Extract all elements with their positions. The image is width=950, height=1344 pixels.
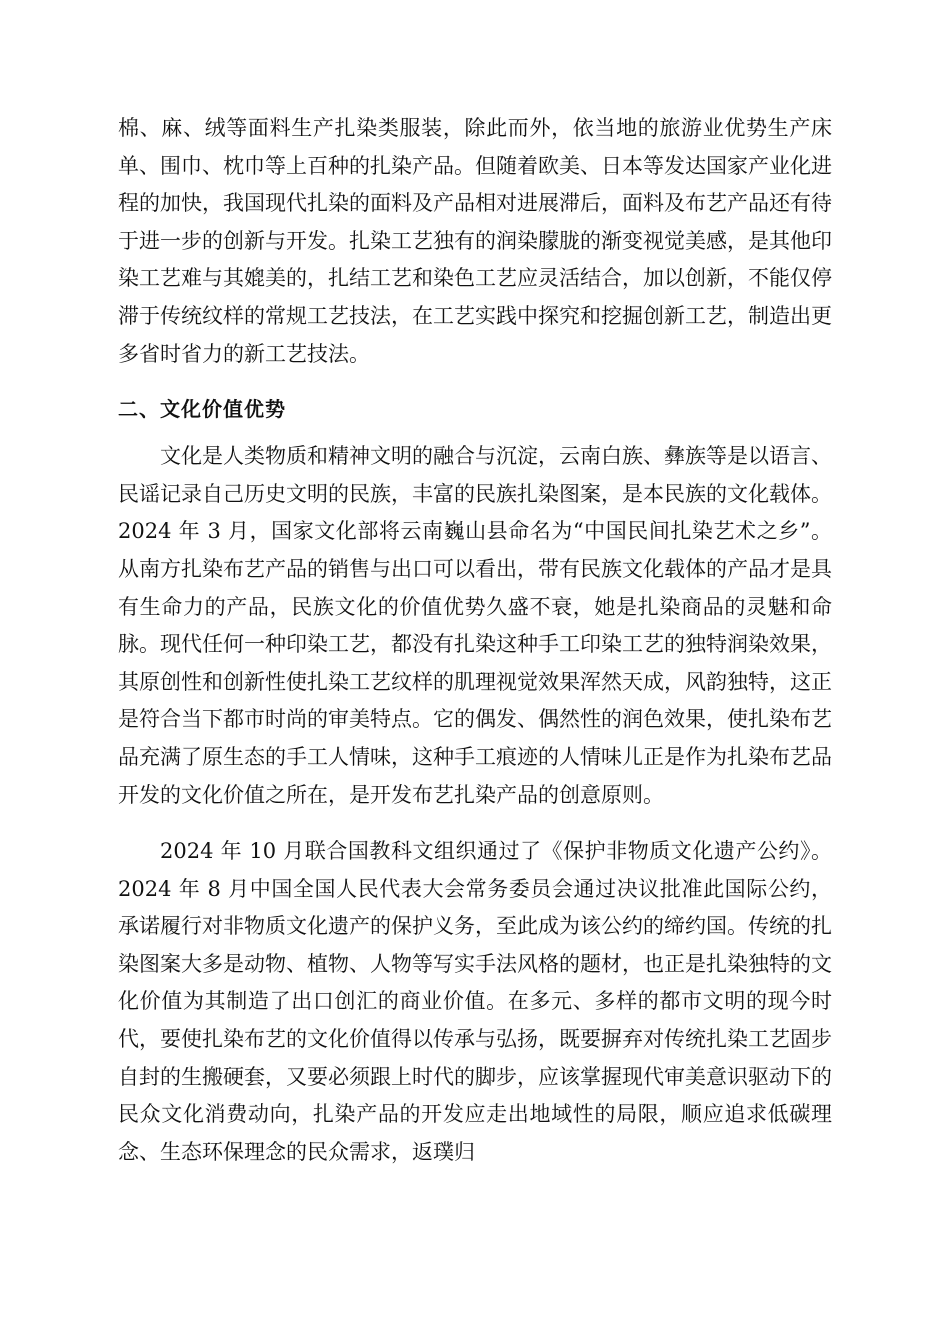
document-body xyxy=(118,110,832,1171)
paragraph-cultural-value: 文化是人类物质和精神文明的融合与沉淀，云南白族、彝族等是以语言、民谣记录自己历史文明的民族，丰富的民族扎染图案，是本民族的文化载体。2024 年 3 月，国家文化部将云南巍山县命名为“中国民间扎染艺术之乡”。从南方扎染布艺产品的销售与出口可以看出，带有民族文化载体的产品才是具有生命力的产品，民族文化的价值优势久盛不衰，她是扎染商品的灵魅和命脉。现代任何一种印染工艺，都没有扎染这种手工印染工艺的独特润染效果，其原创性和创新性使扎染工艺纹样的肌理视觉效果浑然天成，风韵独特，这正是符合当下都市时尚的审美特点。它的偶发、偶然性的润色效果，使扎染布艺品充满了原生态的手工人情味，这种手工痕迹的人情味儿正是作为扎染布艺品开发的文化价值之所在，是开发布艺扎染产品的创意原则。 xyxy=(118,444,832,807)
section-heading-cultural-value: 二、文化价值优势 xyxy=(118,397,286,422)
paragraph-continuation: 棉、麻、绒等面料生产扎染类服装，除此而外，依当地的旅游业优势生产床单、围巾、枕巾等上百种的扎染产品。但随着欧美、日本等发达国家产业化进程的加快，我国现代扎染的面料及产品相对进展滞后，面料及布艺产品还有待于进一步的创新与开发。扎染工艺独有的润染朦胧的渐变视觉美感，是其他印染工艺难与其媲美的，扎结工艺和染色工艺应灵活结合，加以创新，不能仅停滞于传统纹样的常规工艺技法，在工艺实践中探究和挖掘创新工艺，制造出更多省时省力的新工艺技法。 xyxy=(118,116,832,366)
paragraph-gap xyxy=(118,814,832,833)
paragraph-unesco-convention: 2024 年 10 月联合国教科文组织通过了《保护非物质文化遗产公约》。2024 年 8 月中国全国人民代表大会常务委员会通过决议批准此国际公约，承诺履行对非物质文化遗产的保护义务，至此成为该公约的缔约国。传统的扎染图案大多是动物、植物、人物等写实手法风格的题材，也正是扎染独特的文化价值为其制造了出口创汇的商业价值。在多元、多样的都市文明的现今时代，要使扎染布艺的文化价值得以传承与弘扬，既要摒弃对传统扎染工艺固步自封的生搬硬套，又要必须跟上时代的脚步，应该掌握现代审美意识驱动下的民众文化消费动向，扎染产品的开发应走出地域性的局限，顺应追求低碳理念、生态环保理念的民众需求，返璞归 xyxy=(118,839,832,1164)
